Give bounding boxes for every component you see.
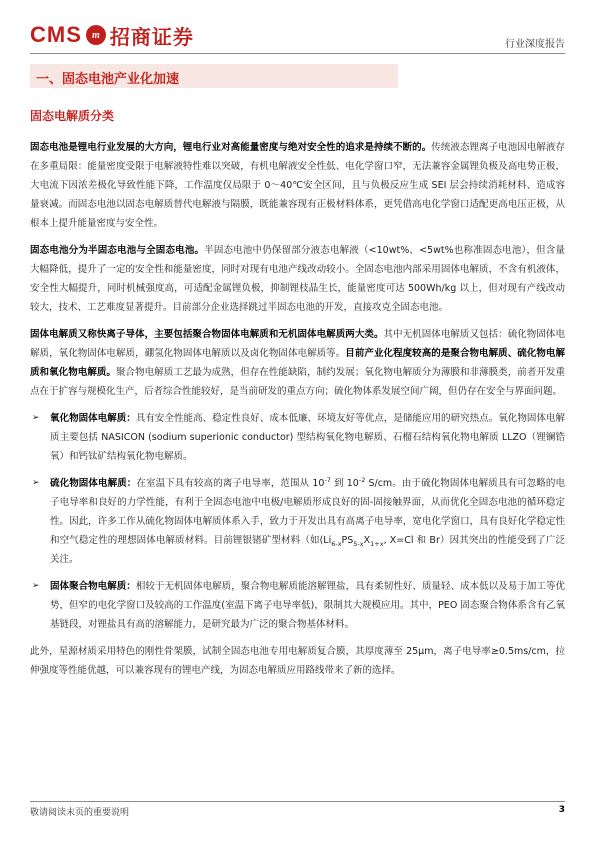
- subscript: 6-x: [331, 539, 342, 548]
- bullet-body: S/cm。由于硫化物固体电解质具有可忽略的电子电导率和良好的力学性能，有利于全固态电池中电极/电解质形成良好的固-固接触界面，从而优化全固态电池的循环稳定性。因此，许多工作从硫化物固体电解质体系入手，致力于开发出具有高离子电导率，宽电化学窗口，具有良好化学稳定性和空气稳定性的理想固体电解质材料。目前锂银锗矿型材料（如(Li: [50, 478, 565, 546]
- paragraph-body: 传统液态锂离子电池因电解液存在多重局限：能量密度受限于电解液特性难以突破，有机电解液安全性低、电化学窗口窄，无法兼容金属锂负极及高电势正极，大电流下因浓差极化导致性能下降，工作温度仅局限于 0～40℃安全区间，且与负极反应生成 SEI 层会持续消耗材料、造成容量衰减。而固态电池以固态电解质替代电解液与隔膜，既能兼容现有正极材料体系，更凭借高电化学窗口适配更高电压正极，从根本上提升能量密度与安全性。: [30, 142, 565, 229]
- paragraph-body: 其中无机固体电解质又包括：硫化物固体电解质，氧化物固体电解质，硼氢化物固体电解质以及卤化物固体电解质等。: [30, 329, 565, 359]
- paragraph-lead: 固态电池分为半固态电池与全固态电池。: [30, 245, 205, 256]
- section-heading-bar: [30, 64, 398, 88]
- bullet-lead: 硫化物固体电解质：: [50, 478, 137, 489]
- bullet-polymer: [30, 577, 565, 634]
- bullet-lead: 固体聚合物电解质：: [50, 581, 136, 592]
- paragraph-composite-membrane: 此外，星源材质采用特色的刚性骨架膜，试制全固态电池专用电解质复合膜，其厚度薄至 25μm，离子电导率≥0.5ms/cm，拉伸强度等性能优越，可以兼容现有的锂电产线，为固态电解质应用路线带来了新的选择。: [30, 646, 565, 676]
- paragraph-electrolyte-types: [30, 325, 565, 401]
- paragraph-emphasis: 目前产业化程度较高的是聚合物电解质、硫化物电解质和氧化物电解质。: [30, 348, 565, 378]
- bullet-body: PS: [341, 535, 354, 546]
- arrow-bullet-icon: ➢: [32, 478, 40, 488]
- footer-divider: [30, 801, 565, 802]
- bullet-body: 在室温下具有较高的离子电导率，范围从 10: [136, 478, 325, 489]
- paragraph-solid-state-direction: [30, 138, 565, 233]
- paragraph-body: 半固态电池中仍保留部分液态电解液（<10wt%、<5wt%也称准固态电池），但含量大幅降低，提升了一定的安全性和能量密度，同时对现有电池产线改动较小。全固态电池内部采用固体电解质，不含有机液体，安全性大幅提升，同时机械强度高，可适配金属锂负极，抑制锂枝晶生长，能量密度可达 500Wh/kg 以上，但对现有产线改动较大，技术、工艺难度显著提升。目前部分企业选择跳过半固态电池的开发，直接攻克全固态电池。: [30, 245, 565, 313]
- logo-wordmark: CMS: [30, 22, 82, 47]
- page-number: 3: [558, 805, 565, 815]
- bullet-body: 相较于无机固体电解质，聚合物电解质能溶解锂盐，具有柔韧性好、质量轻、成本低以及易于加工等优势，但窄的电化学窗口及较高的工作温度(室温下离子电导率低)，限制其大规模应用。其中，PEO 固态聚合物体系含有乙氧基链段，对锂盐具有高的溶解能力，是研究最为广泛的聚合物基体材料。: [50, 581, 565, 630]
- superscript: -7: [324, 475, 331, 484]
- subscript: 5-x: [353, 539, 364, 548]
- subscript: 1+x: [370, 539, 384, 548]
- bullet-oxide: [30, 409, 565, 466]
- arrow-bullet-icon: ➢: [32, 581, 40, 591]
- bullet-sulfide: [30, 474, 565, 569]
- bullet-body: 具有安全性能高、稳定性良好、成本低廉、环境友好等优点，是储能应用的研究热点。氧化物固体电解质主要包括 NASICON (sodium superionic conductor) 型结构氧化物电解质、石榴石结构氧化物电解质 LLZO（锂镧锆氧）和钙钛矿结构氧化物电解质。: [50, 413, 565, 462]
- bullet-lead: 氧化物固体电解质：: [50, 413, 136, 424]
- electrolyte-bullet-list: [30, 409, 565, 634]
- logo-seal-icon: m: [86, 25, 106, 45]
- report-type-label: 行业深度报告: [505, 39, 565, 50]
- paragraph-body: 聚合物电解质工艺最为成熟，但存在性能缺陷，制约发展；氧化物电解质分为薄膜和非薄膜类，前者开发重点在于扩容与规模化生产，后者综合性能较好，是当前研发的重点方向；硫化物体系发展空间广阔，但仍存在安全与界面问题。: [30, 367, 565, 397]
- logo-company-name: 招商证券: [109, 24, 194, 49]
- arrow-bullet-icon: ➢: [32, 413, 40, 423]
- superscript: -2: [358, 475, 366, 484]
- bullet-body: X: [363, 535, 371, 546]
- subsection-title: 固态电解质分类: [30, 109, 115, 123]
- page-header: [30, 20, 565, 52]
- bullet-body: , X=Cl 和 Br）因其突出的性能受到了广泛关注。: [50, 535, 566, 565]
- header-divider: [30, 53, 565, 54]
- cms-logo: [30, 20, 194, 50]
- section-title: 一、固态电池产业化加速: [36, 72, 180, 87]
- paragraph-semi-vs-all-solid: [30, 241, 565, 317]
- disclaimer-note: 敬请阅读末页的重要说明: [30, 808, 130, 818]
- paragraph-lead: 固态电池是锂电行业发展的大方向，锂电行业对高能量密度与绝对安全性的追求是持续不断的。: [30, 142, 432, 153]
- bullet-body: 到 10: [330, 478, 359, 489]
- paragraph-lead: 固体电解质又称快离子导体，主要包括聚合物固体电解质和无机固体电解质两大类。: [30, 329, 384, 340]
- body-text: [30, 138, 565, 688]
